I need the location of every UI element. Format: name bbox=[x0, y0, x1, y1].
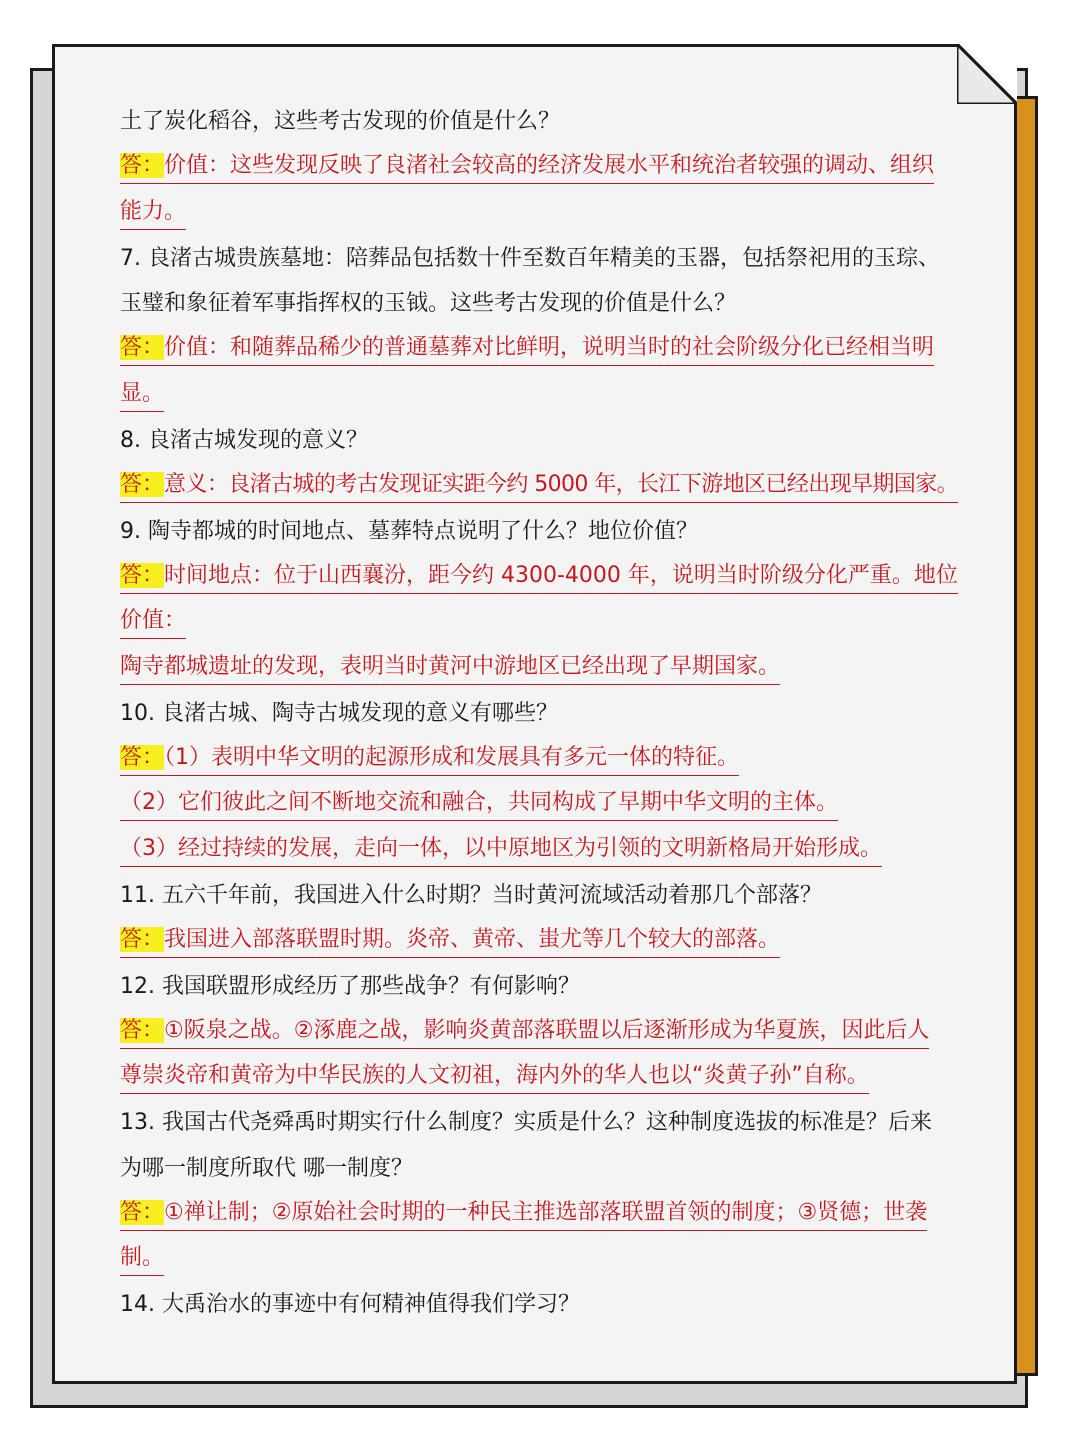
question-text: 8. 良渚古城发现的意义？ bbox=[120, 427, 368, 453]
answer-text: 我国进入部落联盟时期。炎帝、黄帝、蚩尤等几个较大的部落。 bbox=[164, 926, 781, 952]
answer-text: 意义：良渚古城的考古发现证实距今约 5000 年，长江下游地区已经出现早期国家。 bbox=[164, 471, 958, 497]
answer-line bbox=[120, 1055, 970, 1101]
question-text: 12. 我国联盟形成经历了那些战争？有何影响？ bbox=[120, 973, 580, 999]
answer-line bbox=[120, 827, 970, 873]
answer-line bbox=[120, 1009, 970, 1055]
question-line bbox=[120, 236, 970, 282]
question-line bbox=[120, 281, 970, 327]
answer-text: 时间地点：位于山西襄汾，距今约 4300-4000 年，说明当时阶级分化严重。地位 bbox=[164, 562, 958, 588]
question-line bbox=[120, 873, 970, 919]
answer-text: 能力。 bbox=[120, 197, 186, 230]
answer-label: 答： bbox=[120, 1017, 165, 1043]
question-line bbox=[120, 509, 970, 555]
answer-label: 答： bbox=[120, 335, 165, 360]
question-text: 为哪一制度所取代 哪一制度？ bbox=[120, 1155, 413, 1181]
answer-text: （2）它们彼此之间不断地交流和融合，共同构成了早期中华文明的主体。 bbox=[120, 788, 838, 821]
answer-text: 价值：这些发现反映了良渚社会较高的经济发展水平和统治者较强的调动、组织 bbox=[164, 153, 935, 178]
answer-text: 价值：和随葬品稀少的普通墓葬对比鲜明，说明当时的社会阶级分化已经相当明 bbox=[164, 335, 935, 360]
question-line bbox=[120, 1100, 970, 1146]
answer-text: ①阪泉之战。②涿鹿之战，影响炎黄部落联盟以后逐渐形成为华夏族，因此后人 bbox=[164, 1017, 930, 1043]
answer-text: 尊崇炎帝和黄帝为中华民族的人文初祖，海内外的华人也以“炎黄子孙”自称。 bbox=[120, 1061, 869, 1094]
answer-line bbox=[120, 554, 970, 600]
question-text: 11. 五六千年前，我国进入什么时期？当时黄河流域活动着那几个部落？ bbox=[120, 882, 822, 908]
answer-label: 答： bbox=[120, 1199, 165, 1225]
answer-text: ①禅让制；②原始社会时期的一种民主推选部落联盟首领的制度；③贤德；世袭 bbox=[164, 1199, 928, 1225]
question-text: 13. 我国古代尧舜禹时期实行什么制度？实质是什么？这种制度选拔的标准是？后来 bbox=[120, 1110, 932, 1135]
question-line bbox=[120, 1146, 970, 1192]
question-text: 7. 良渚古城贵族墓地：陪葬品包括数十件至数百年精美的玉器，包括祭祀用的玉琮、 bbox=[120, 245, 940, 271]
answer-text: （3）经过持续的发展，走向一体，以中原地区为引领的文明新格局开始形成。 bbox=[120, 834, 882, 867]
question-line bbox=[120, 691, 970, 737]
folded-corner-icon bbox=[957, 44, 1017, 104]
document-text bbox=[120, 99, 970, 1328]
answer-text: 价值： bbox=[120, 606, 186, 639]
question-line bbox=[120, 964, 970, 1010]
question-text: 9. 陶寺都城的时间地点、墓葬特点说明了什么？地位价值？ bbox=[120, 518, 698, 544]
answer-line bbox=[120, 736, 970, 782]
question-text: 14. 大禹治水的事迹中有何精神值得我们学习？ bbox=[120, 1292, 580, 1317]
answer-text: 显。 bbox=[120, 379, 164, 412]
answer-line bbox=[120, 1237, 970, 1283]
answer-label: 答： bbox=[120, 744, 165, 770]
answer-line bbox=[120, 1191, 970, 1237]
question-line bbox=[120, 99, 970, 145]
answer-label: 答： bbox=[120, 926, 165, 952]
question-text: 土了炭化稻谷，这些考古发现的价值是什么？ bbox=[120, 109, 561, 134]
answer-line bbox=[120, 463, 970, 509]
paper-sheet bbox=[52, 44, 1017, 1384]
answer-line bbox=[120, 782, 970, 828]
question-text: 玉璧和象征着军事指挥权的玉钺。这些考古发现的价值是什么？ bbox=[120, 291, 737, 316]
question-text: 10. 良渚古城、陶寺古城发现的意义有哪些？ bbox=[120, 700, 558, 726]
answer-line bbox=[120, 372, 970, 418]
answer-line bbox=[120, 600, 970, 646]
answer-text: 陶寺都城遗址的发现，表明当时黄河中游地区已经出现了早期国家。 bbox=[120, 652, 780, 685]
answer-label: 答： bbox=[120, 153, 165, 178]
answer-line bbox=[120, 327, 970, 373]
answer-line bbox=[120, 645, 970, 691]
answer-line bbox=[120, 190, 970, 236]
question-line bbox=[120, 1282, 970, 1328]
answer-line bbox=[120, 145, 970, 191]
question-line bbox=[120, 418, 970, 464]
answer-text: （1）表明中华文明的起源形成和发展具有多元一体的特征。 bbox=[164, 744, 740, 770]
answer-line bbox=[120, 918, 970, 964]
answer-text: 制。 bbox=[120, 1243, 164, 1276]
answer-label: 答： bbox=[120, 471, 165, 497]
answer-label: 答： bbox=[120, 562, 165, 588]
